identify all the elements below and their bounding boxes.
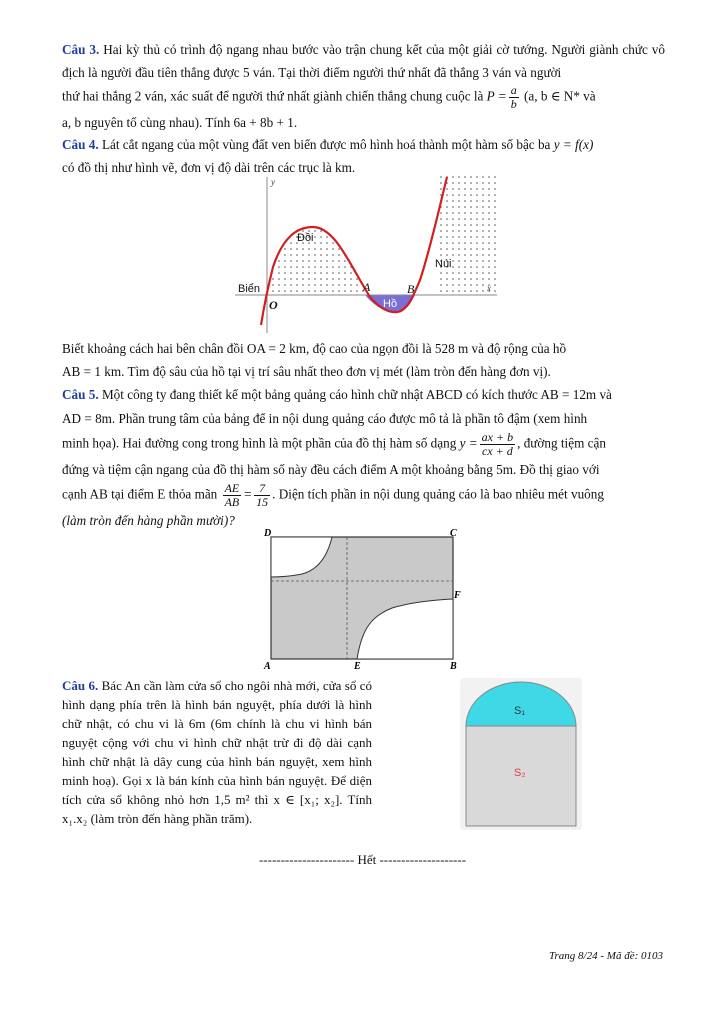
point-a-label: A xyxy=(363,280,371,294)
question-5-line1: Một công ty đang thiết kế một bảng quảng cáo hình chữ nhật ABCD có kích thước AB = 12m và xyxy=(101,387,612,402)
question-3 xyxy=(62,38,665,134)
ratio-denominator: AB xyxy=(224,495,240,509)
question-3-line2b: (a, b ∈ N* và xyxy=(523,88,596,104)
fraction-numerator: a xyxy=(510,83,517,97)
question-4-line1: Lát cắt ngang của một vùng đất ven biển được mô hình hoá thành một hàm số bậc ba xyxy=(101,137,551,152)
label-d: D xyxy=(264,528,272,539)
hill-dotted-region xyxy=(267,227,365,295)
question-4-line2: có đồ thị như hình vẽ, đơn vị độ dài trên các trục là km. xyxy=(62,160,356,175)
question-6-text: Bác An cần làm cửa sổ cho ngôi nhà mới, cửa sổ có hình dạng phía trên là hình bán nguyệt, phía dưới là hình chữ nhật, có chu vi là 6m (6m chính là chu vi hình bán nguyệt cộng với chu vi hình chữ nhật trừ đi độ dài cạnh hình chữ nhật là dây cung của hình bán nguyệt, xem hình minh hoạ). Gọi x là bán kính của hình bán nguyệt. Để diện tích cửa sổ không nhỏ hơn 1,5 m² thì x ∈ [x₁; x₂]. Tính x₁.x₂ (làm tròn đến hàng phần trăm). xyxy=(62,678,373,826)
equals-sign: = xyxy=(243,486,253,502)
label-f: F xyxy=(454,590,461,601)
question-4-details xyxy=(62,337,665,383)
ratio-fraction xyxy=(223,482,242,509)
question-5-label: Câu 5. xyxy=(62,387,99,402)
y-axis-label: y xyxy=(271,177,275,187)
billboard-figure xyxy=(262,528,462,670)
question-3-line3: a, b nguyên tố cùng nhau). Tính 6a + 8b + 1. xyxy=(62,115,298,130)
s1-label: S₁ xyxy=(514,705,526,717)
window-figure xyxy=(460,678,582,830)
question-5-line5b: . Diện tích phần in nội dung quảng cáo là bao nhiêu mét vuông xyxy=(272,486,604,502)
origin-label: O xyxy=(269,298,278,312)
question-5 xyxy=(62,383,665,533)
sea-label: Biển xyxy=(238,283,261,295)
rational-function-fraction xyxy=(480,431,515,458)
point-b-label: B xyxy=(407,282,415,296)
cubic-graph-figure xyxy=(235,175,505,335)
probability-fraction xyxy=(509,84,519,111)
hill-label: Đồi xyxy=(297,232,314,244)
s2-label: S₂ xyxy=(514,767,526,779)
question-4 xyxy=(62,133,665,179)
function-lhs: y = xyxy=(459,435,478,451)
question-3-label: Câu 3. xyxy=(62,42,100,57)
fraction-denominator: b xyxy=(510,97,517,111)
function-notation: y = f(x) xyxy=(553,137,594,152)
fraction-denominator: cx + d xyxy=(482,444,513,458)
label-a: A xyxy=(264,661,271,670)
question-3-line1: Hai kỳ thủ có trình độ ngang nhau bước vào trận chung kết của một giải cờ tướng. Người giành chức vô địch là người đầu tiên thắng được 5 ván. Tại thời điểm người thứ nhất đã thắng 3 ván và người xyxy=(62,42,665,80)
probability-lhs: P = xyxy=(486,88,507,104)
question-5-line5a: cạnh AB tại điểm E thỏa mãn xyxy=(62,486,218,502)
question-4-after2: AB = 1 km. Tìm độ sâu của hồ tại vị trí sâu nhất theo đơn vị mét (làm tròn đến hàng đơn vị). xyxy=(62,364,551,379)
question-3-line2a: thứ hai thắng 2 ván, xác suất để người thứ nhất giành chiến thắng chung cuộc là xyxy=(62,88,484,104)
value-denominator: 15 xyxy=(256,495,269,509)
question-4-label: Câu 4. xyxy=(62,137,99,152)
value-fraction xyxy=(254,482,270,509)
mountain-label: Núi xyxy=(435,258,452,270)
question-5-line6: (làm tròn đến hàng phần mười)? xyxy=(62,513,235,528)
question-4-after1: Biết khoảng cách hai bên chân đồi OA = 2 km, độ cao của ngọn đồi là 528 m và độ rộng của hồ xyxy=(62,341,567,356)
question-5-line3a: minh họa). Hai đường cong trong hình là một phần của đồ thị hàm số dạng xyxy=(62,435,457,451)
mountain-dotted-region xyxy=(440,175,500,295)
page-number: Trang 8/24 - Mã đề: 0103 xyxy=(549,950,663,962)
end-marker: ---------------------- Hết -------------------- xyxy=(258,852,467,867)
question-5-line3b: , đường tiệm cận xyxy=(517,435,606,451)
fraction-numerator: ax + b xyxy=(481,430,514,444)
question-5-line2: AD = 8m. Phần trung tâm của bảng để in nội dung quảng cáo được mô tả là phần tô đậm (xem hình xyxy=(62,411,588,426)
label-b: B xyxy=(450,661,457,670)
value-numerator: 7 xyxy=(254,482,270,496)
question-5-line4: đứng và tiệm cận ngang của đồ thị hàm số này đều cách điểm A một khoảng bằng 5m. Đồ thị giao với xyxy=(62,462,600,477)
x-axis-label: x xyxy=(487,283,491,293)
ratio-numerator: AE xyxy=(224,481,240,495)
label-e: E xyxy=(354,661,361,670)
lake-label: Hồ xyxy=(383,298,398,310)
question-6 xyxy=(62,676,372,828)
label-c: C xyxy=(450,528,457,539)
question-6-label: Câu 6. xyxy=(62,678,99,693)
